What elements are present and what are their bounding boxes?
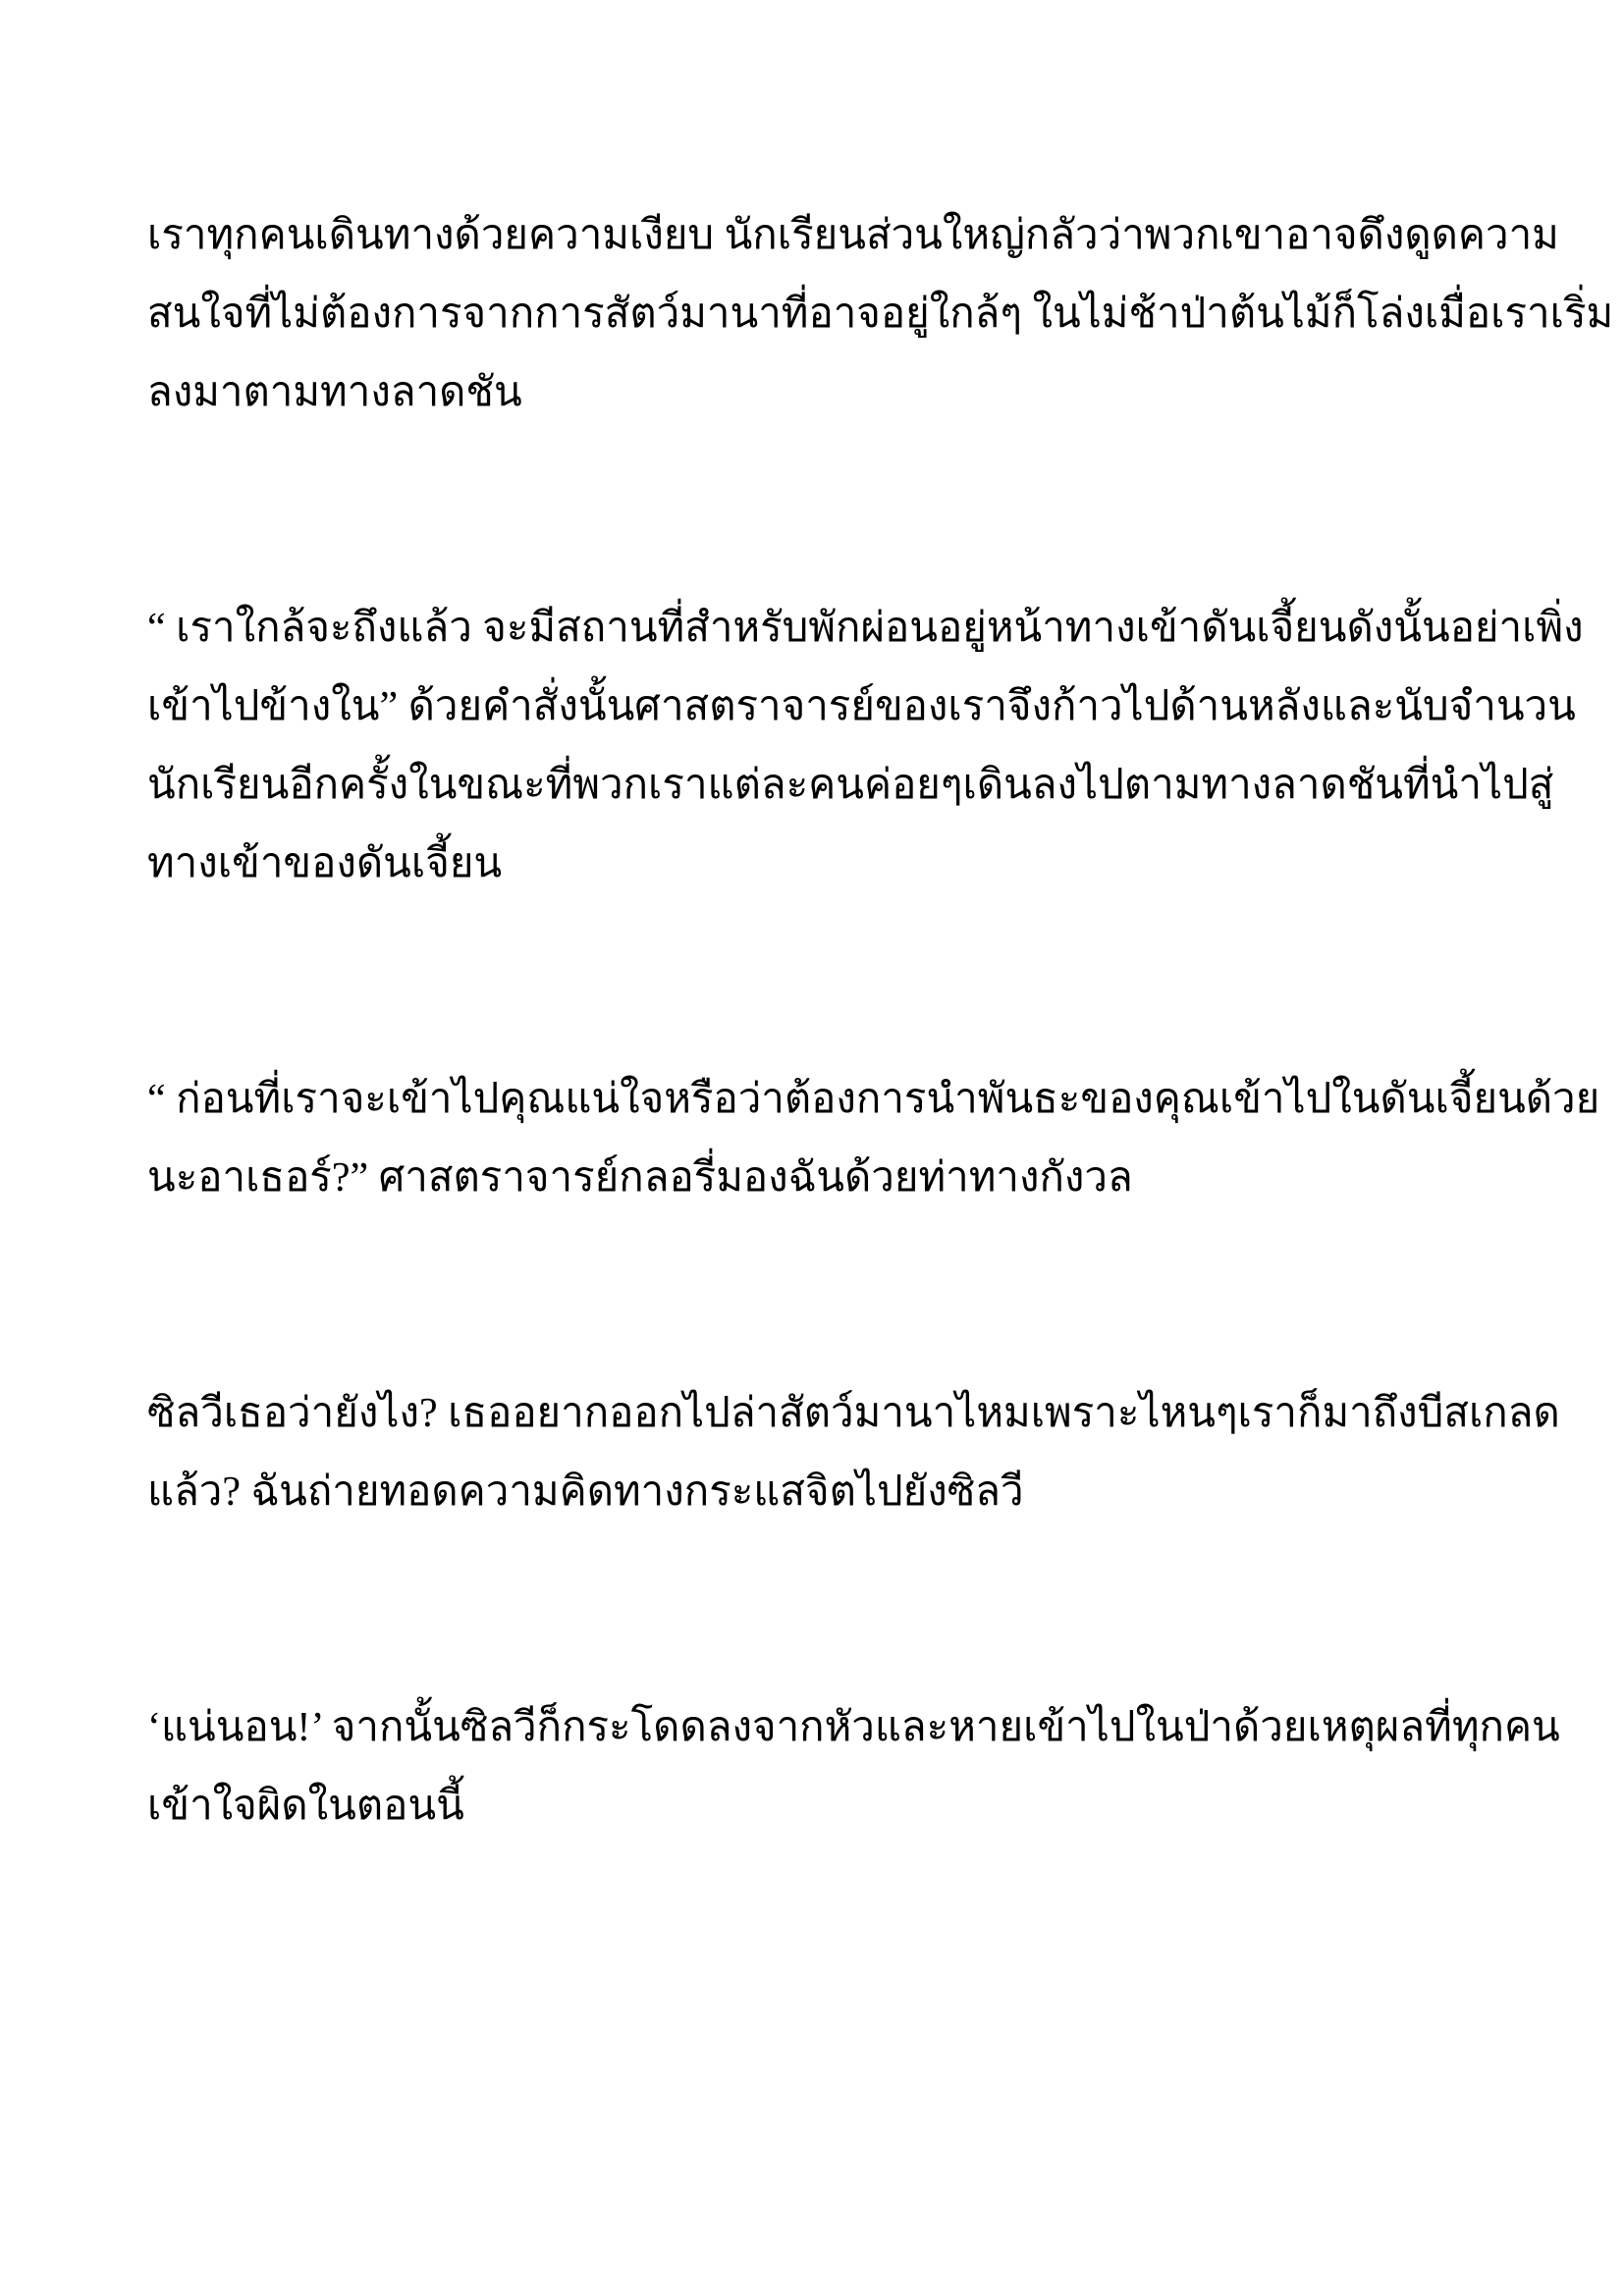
- text-line: เราทุกคนเดินทางด้วยความเงียบ นักเรียนส่วนใหญ่กลัวว่าพวกเขาอาจดึงดูดความ: [147, 213, 1559, 258]
- text-line: “ เราใกล้จะถึงแล้ว จะมีสถานที่สำหรับพักผ่อนอยู่หน้าทางเข้าดันเจี้ยนดังนั้นอย่าเพิ่ง: [147, 606, 1584, 651]
- text-line: แล้ว? ฉันถ่ายทอดความคิดทางกระแสจิตไปยังซิลวี: [147, 1469, 1024, 1515]
- text-line: สนใจที่ไม่ต้องการจากการสัตว์มานาที่อาจอยู่ใกล้ๆ ในไม่ช้าป่าต้นไม้ก็โล่งเมื่อเราเริ่ม: [147, 292, 1614, 337]
- text-line: “ ก่อนที่เราจะเข้าไปคุณแน่ใจหรือว่าต้องการนำพันธะของคุณเข้าไปในดันเจี้ยนด้วย: [147, 1077, 1600, 1122]
- text-line: นักเรียนอีกครั้งในขณะที่พวกเราแต่ละคนค่อยๆเดินลงไปตามทางลาดชันที่นำไปสู่: [147, 763, 1554, 808]
- paragraph-2: [147, 589, 1584, 903]
- paragraph-4: [147, 1374, 1560, 1531]
- paragraph-1: [147, 196, 1614, 432]
- text-line: ‘แน่นอน!’ จากนั้นซิลวีก็กระโดดลงจากหัวและหายเข้าไปในป่าด้วยเหตุผลที่ทุกคน: [147, 1705, 1560, 1750]
- text-line: เข้าไปข้างใน” ด้วยคำสั่งนั้นศาสตราจารย์ของเราจึงก้าวไปด้านหลังและนับจำนวน: [147, 684, 1576, 729]
- text-line: ลงมาตามทางลาดชัน: [147, 370, 522, 415]
- text-line: ซิลวีเธอว่ายังไง? เธออยากออกไปล่าสัตว์มานาไหมเพราะไหนๆเราก็มาถึงบีสเกลด: [147, 1391, 1560, 1436]
- text-line: ทางเข้าของดันเจี้ยน: [147, 841, 503, 886]
- text-line: เข้าใจผิดในตอนนี้: [147, 1784, 464, 1829]
- paragraph-5: [147, 1688, 1560, 1845]
- paragraph-3: [147, 1060, 1600, 1217]
- text-line: นะอาเธอร์?” ศาสตราจารย์กลอรี่มองฉันด้วยท่าทางกังวล: [147, 1155, 1133, 1201]
